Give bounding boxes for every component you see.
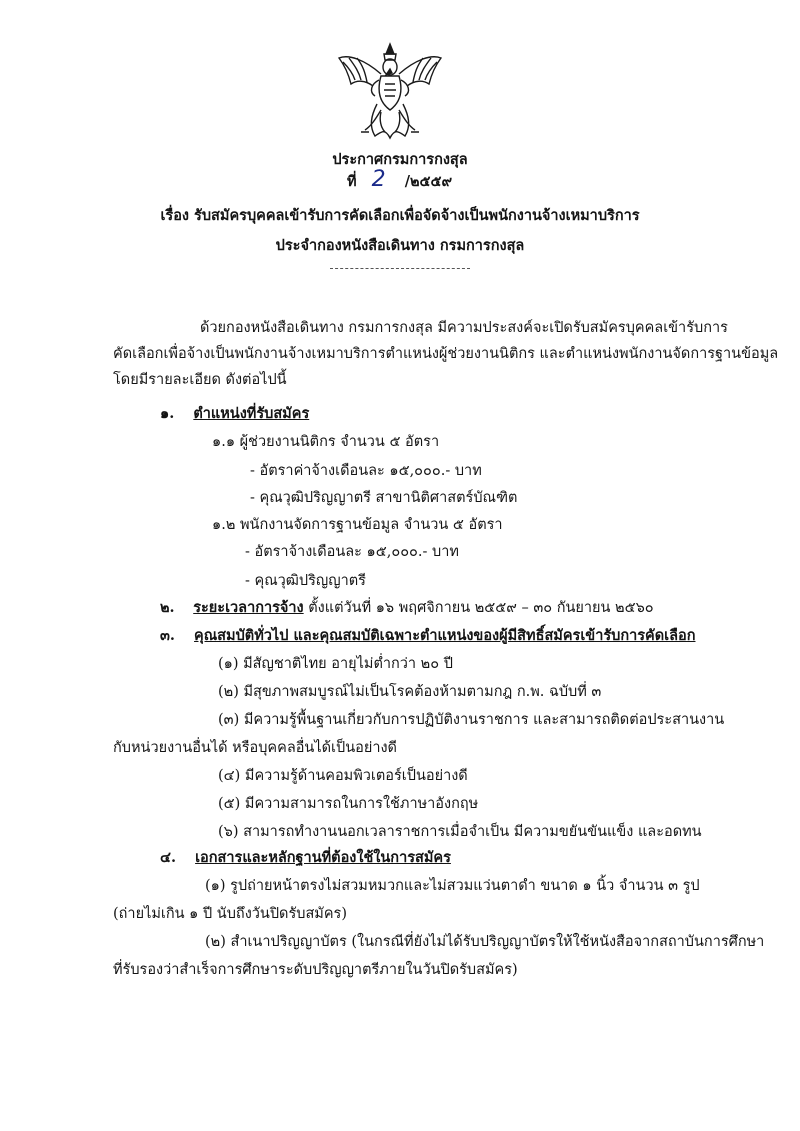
section-1-heading — [160, 404, 309, 424]
section-1-1-detail-1: - อัตราค่าจ้างเดือนละ ๑๕,๐๐๐.- บาท — [250, 463, 482, 479]
section-1-1-title: ๑.๑ ผู้ช่วยงานนิติกร จำนวน ๕ อัตรา — [212, 434, 440, 450]
section-3-item-4: (๔) มีความรู้ด้านคอมพิวเตอร์เป็นอย่างดี — [218, 768, 468, 784]
section-3-heading — [160, 626, 696, 646]
section-2 — [160, 598, 654, 618]
section-1-2-detail-2: - คุณวุฒิปริญญาตรี — [245, 573, 366, 589]
section-4-title: เอกสารและหลักฐานที่ต้องใช้ในการสมัคร — [195, 849, 451, 866]
section-3-item-3-line-1: (๓) มีความรู้พื้นฐานเกี่ยวกับการปฏิบัติงานราชการ และสามารถติดต่อประสานงาน — [218, 712, 725, 728]
section-4-heading — [160, 848, 451, 868]
section-4-item-1-line-2: (ถ่ายไม่เกิน ๑ ปี นับถึงวันปิดรับสมัคร) — [113, 906, 348, 922]
section-4-item-2-line-2: ที่รับรองว่าสำเร็จการศึกษาระดับปริญญาตรีภายในวันปิดรับสมัคร) — [113, 962, 518, 978]
section-4-number: ๔. — [160, 849, 177, 866]
intro-line-2: คัดเลือกเพื่อจ้างเป็นพนักงานจ้างเหมาบริการตำแหน่งผู้ช่วยงานนิติกร และตำแหน่งพนักงานจัดการฐานข้อมูล — [113, 346, 779, 362]
section-1-1-detail-2: - คุณวุฒิปริญญาตรี สาขานิติศาสตร์บัณฑิต — [250, 490, 518, 506]
announcement-title: ประกาศกรมการกงสุล — [332, 151, 468, 168]
number-suffix: /๒๕๕๙ — [404, 173, 453, 190]
intro-line-3: โดยมีรายละเอียด ดังต่อไปนี้ — [113, 372, 287, 388]
number-handwritten: 2 — [371, 167, 386, 192]
subject-line-2: ประจำกองหนังสือเดินทาง กรมการกงสุล — [275, 237, 525, 254]
section-1-title: ตำแหน่งที่รับสมัคร — [193, 405, 310, 422]
announcement-number — [347, 167, 453, 192]
section-2-number: ๒. — [160, 599, 175, 616]
section-3-item-1: (๑) มีสัญชาติไทย อายุไม่ต่ำกว่า ๒๐ ปี — [218, 656, 453, 672]
section-1-number: ๑. — [160, 405, 175, 422]
section-1-2-detail-1: - อัตราจ้างเดือนละ ๑๕,๐๐๐.- บาท — [245, 544, 459, 560]
section-4-item-1-line-1: (๑) รูปถ่ายหน้าตรงไม่สวมหมวกและไม่สวมแว่นตาดำ ขนาด ๑ นิ้ว จำนวน ๓ รูป — [205, 878, 700, 894]
header-divider — [330, 268, 470, 269]
section-4-item-2-line-1: (๒) สำเนาปริญญาบัตร (ในกรณีที่ยังไม่ได้รับปริญญาบัตรให้ใช้หนังสือจากสถาบันการศึกษา — [205, 934, 765, 950]
section-3-item-5: (๕) มีความสามารถในการใช้ภาษาอังกฤษ — [218, 796, 479, 812]
section-3-item-2: (๒) มีสุขภาพสมบูรณ์ไม่เป็นโรคต้องห้ามตามกฎ ก.พ. ฉบับที่ ๓ — [218, 684, 602, 700]
number-prefix: ที่ — [347, 173, 357, 190]
garuda-emblem-icon — [335, 40, 445, 145]
section-3-title: คุณสมบัติทั่วไป และคุณสมบัติเฉพาะตำแหน่งของผู้มีสิทธิ์สมัครเข้ารับการคัดเลือก — [194, 627, 696, 644]
section-3-item-6: (๖) สามารถทำงานนอกเวลาราชการเมื่อจำเป็น มีความขยันขันแข็ง และอดทน — [218, 824, 702, 840]
section-3-number: ๓. — [160, 627, 175, 644]
section-2-text: ตั้งแต่วันที่ ๑๖ พฤศจิกายน ๒๕๕๙ – ๓๐ กันยายน ๒๕๖๐ — [303, 600, 654, 616]
intro-line-1: ด้วยกองหนังสือเดินทาง กรมการกงสุล มีความประสงค์จะเปิดรับสมัครบุคคลเข้ารับการ — [200, 320, 728, 336]
section-1-2-title: ๑.๒ พนักงานจัดการฐานข้อมูล จำนวน ๕ อัตรา — [212, 517, 503, 533]
section-3-item-3-line-2: กับหน่วยงานอื่นได้ หรือบุคคลอื่นได้เป็นอย่างดี — [113, 740, 397, 756]
subject-line-1: เรื่อง รับสมัครบุคคลเข้ารับการคัดเลือกเพื่อจัดจ้างเป็นพนักงานจ้างเหมาบริการ — [160, 207, 640, 224]
section-2-title: ระยะเวลาการจ้าง — [193, 599, 304, 616]
